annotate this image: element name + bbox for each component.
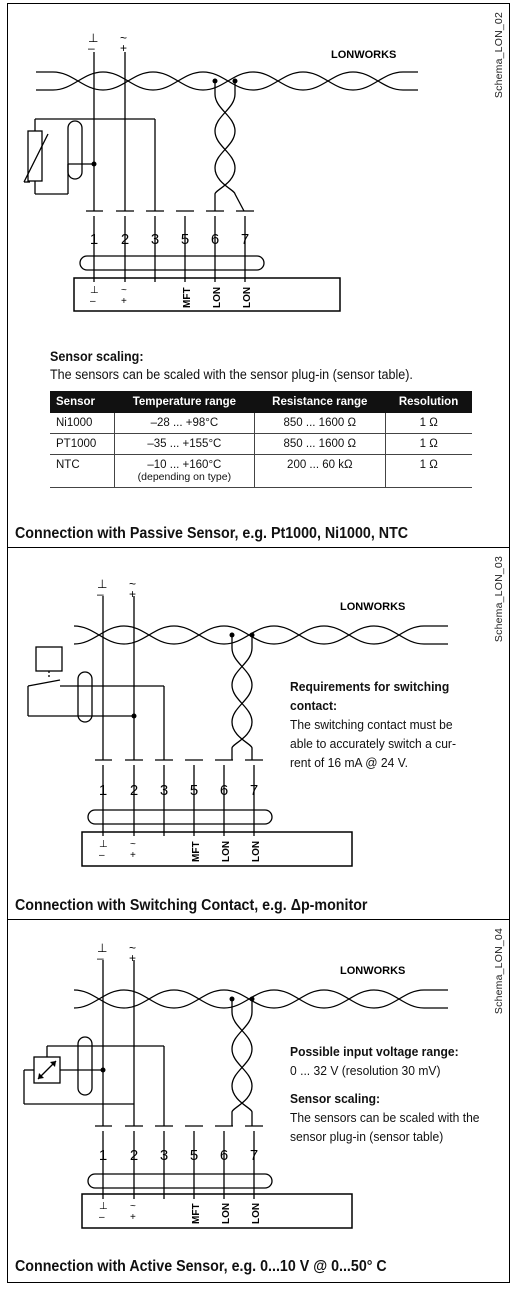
svg-text:6: 6 bbox=[210, 231, 220, 248]
svg-text:~: ~ bbox=[129, 577, 137, 591]
table-row: NTC –10 ... +160°C (depending on type) 200 ... 60 kΩ 1 Ω bbox=[50, 455, 472, 488]
supply-ac-label: ~ bbox=[120, 31, 128, 45]
svg-text:–: – bbox=[97, 951, 104, 965]
svg-text:~: ~ bbox=[129, 941, 137, 955]
svg-text:1: 1 bbox=[89, 231, 99, 248]
svg-text:3: 3 bbox=[150, 231, 160, 248]
svg-text:⊥: ⊥ bbox=[97, 577, 108, 591]
svg-text:MFT: MFT bbox=[191, 1203, 202, 1224]
terminal-numbers bbox=[99, 1147, 258, 1164]
svg-text:+: + bbox=[129, 587, 137, 601]
note-heading: Requirements for switching contact: bbox=[290, 679, 450, 713]
svg-text:–: – bbox=[99, 850, 105, 861]
svg-text:MFT: MFT bbox=[182, 287, 193, 308]
panel-caption: Connection with Passive Sensor, e.g. Pt1000, Ni1000, NTC bbox=[15, 525, 409, 542]
schema-id: Schema_LON_03 bbox=[493, 556, 505, 643]
sensor-table-header: Sensor Temperature range Resistance range Resolution bbox=[50, 391, 472, 413]
svg-text:1: 1 bbox=[98, 782, 108, 799]
terminal-numbers bbox=[99, 782, 258, 799]
note-heading-2: Sensor scaling: bbox=[290, 1091, 381, 1106]
svg-text:LON: LON bbox=[221, 1202, 232, 1224]
svg-text:5: 5 bbox=[189, 1147, 199, 1164]
svg-text:1: 1 bbox=[98, 1147, 108, 1164]
svg-text:~: ~ bbox=[121, 285, 127, 296]
table-row: Ni1000 –28 ... +98°C 850 ... 1600 Ω 1 Ω bbox=[50, 413, 472, 434]
panel-caption: Connection with Switching Contact, e.g. Δp-monitor bbox=[15, 897, 368, 914]
terminal-numbers bbox=[90, 231, 249, 248]
svg-text:⊥: ⊥ bbox=[90, 285, 99, 296]
lonworks-brand: LONWORKS bbox=[340, 601, 406, 613]
svg-text:LON: LON bbox=[251, 840, 262, 862]
table-row: PT1000 –35 ... +155°C 850 ... 1600 Ω 1 Ω bbox=[50, 434, 472, 455]
svg-text:⊥: ⊥ bbox=[97, 941, 108, 955]
svg-text:+: + bbox=[130, 1212, 136, 1223]
actuator-box-labels bbox=[99, 839, 262, 862]
sensor-table bbox=[50, 391, 472, 488]
svg-text:7: 7 bbox=[240, 231, 250, 248]
svg-text:LON: LON bbox=[242, 286, 253, 308]
schema-id: Schema_LON_02 bbox=[493, 12, 505, 99]
svg-text:2: 2 bbox=[120, 231, 130, 248]
active-sensor-note bbox=[290, 1042, 485, 1146]
svg-text:+: + bbox=[120, 41, 128, 55]
svg-text:7: 7 bbox=[249, 1147, 259, 1164]
svg-text:+: + bbox=[129, 951, 137, 965]
lonworks-brand: LONWORKS bbox=[331, 49, 397, 61]
svg-text:LON: LON bbox=[251, 1202, 262, 1224]
panel-active-sensor bbox=[7, 919, 510, 1283]
svg-text:+: + bbox=[121, 296, 127, 307]
note-text-2: The sensors can be scaled with the sensor plug-in (sensor table) bbox=[290, 1110, 480, 1144]
scaling-text: The sensors can be scaled with the sensor plug-in (sensor table). bbox=[50, 367, 413, 382]
svg-text:2: 2 bbox=[129, 782, 139, 799]
svg-text:7: 7 bbox=[249, 782, 259, 799]
svg-text:6: 6 bbox=[219, 782, 229, 799]
svg-text:+: + bbox=[130, 850, 136, 861]
schema-id: Schema_LON_04 bbox=[493, 928, 505, 1015]
panel-switching-contact bbox=[7, 547, 510, 920]
svg-text:6: 6 bbox=[219, 1147, 229, 1164]
svg-text:–: – bbox=[88, 41, 95, 55]
svg-text:–: – bbox=[99, 1212, 105, 1223]
actuator-box-labels bbox=[90, 285, 253, 308]
svg-text:3: 3 bbox=[159, 1147, 169, 1164]
svg-text:⊥: ⊥ bbox=[99, 839, 108, 850]
switching-note bbox=[290, 677, 474, 772]
svg-text:LON: LON bbox=[221, 840, 232, 862]
svg-text:–: – bbox=[97, 587, 104, 601]
svg-text:5: 5 bbox=[180, 231, 190, 248]
svg-text:~: ~ bbox=[130, 1201, 136, 1212]
panel-caption: Connection with Active Sensor, e.g. 0...10 V @ 0...50° C bbox=[15, 1258, 387, 1275]
actuator-box-labels bbox=[99, 1201, 262, 1224]
note-text: 0 ... 32 V (resolution 30 mV) bbox=[290, 1063, 441, 1078]
note-text: The switching contact must be able to accurately switch a cur-rent of 16 mA @ 24 V. bbox=[290, 717, 456, 770]
svg-text:2: 2 bbox=[129, 1147, 139, 1164]
svg-text:~: ~ bbox=[130, 839, 136, 850]
svg-text:5: 5 bbox=[189, 782, 199, 799]
svg-text:LON: LON bbox=[212, 286, 223, 308]
svg-text:⊥: ⊥ bbox=[99, 1201, 108, 1212]
supply-gnd-label: ⊥ bbox=[88, 31, 99, 45]
lonworks-brand: LONWORKS bbox=[340, 965, 406, 977]
note-heading: Possible input voltage range: bbox=[290, 1044, 459, 1059]
svg-text:–: – bbox=[90, 296, 96, 307]
scaling-title: Sensor scaling: bbox=[50, 349, 144, 364]
panel-passive-sensor bbox=[7, 3, 510, 548]
svg-text:3: 3 bbox=[159, 782, 169, 799]
svg-text:MFT: MFT bbox=[191, 841, 202, 862]
